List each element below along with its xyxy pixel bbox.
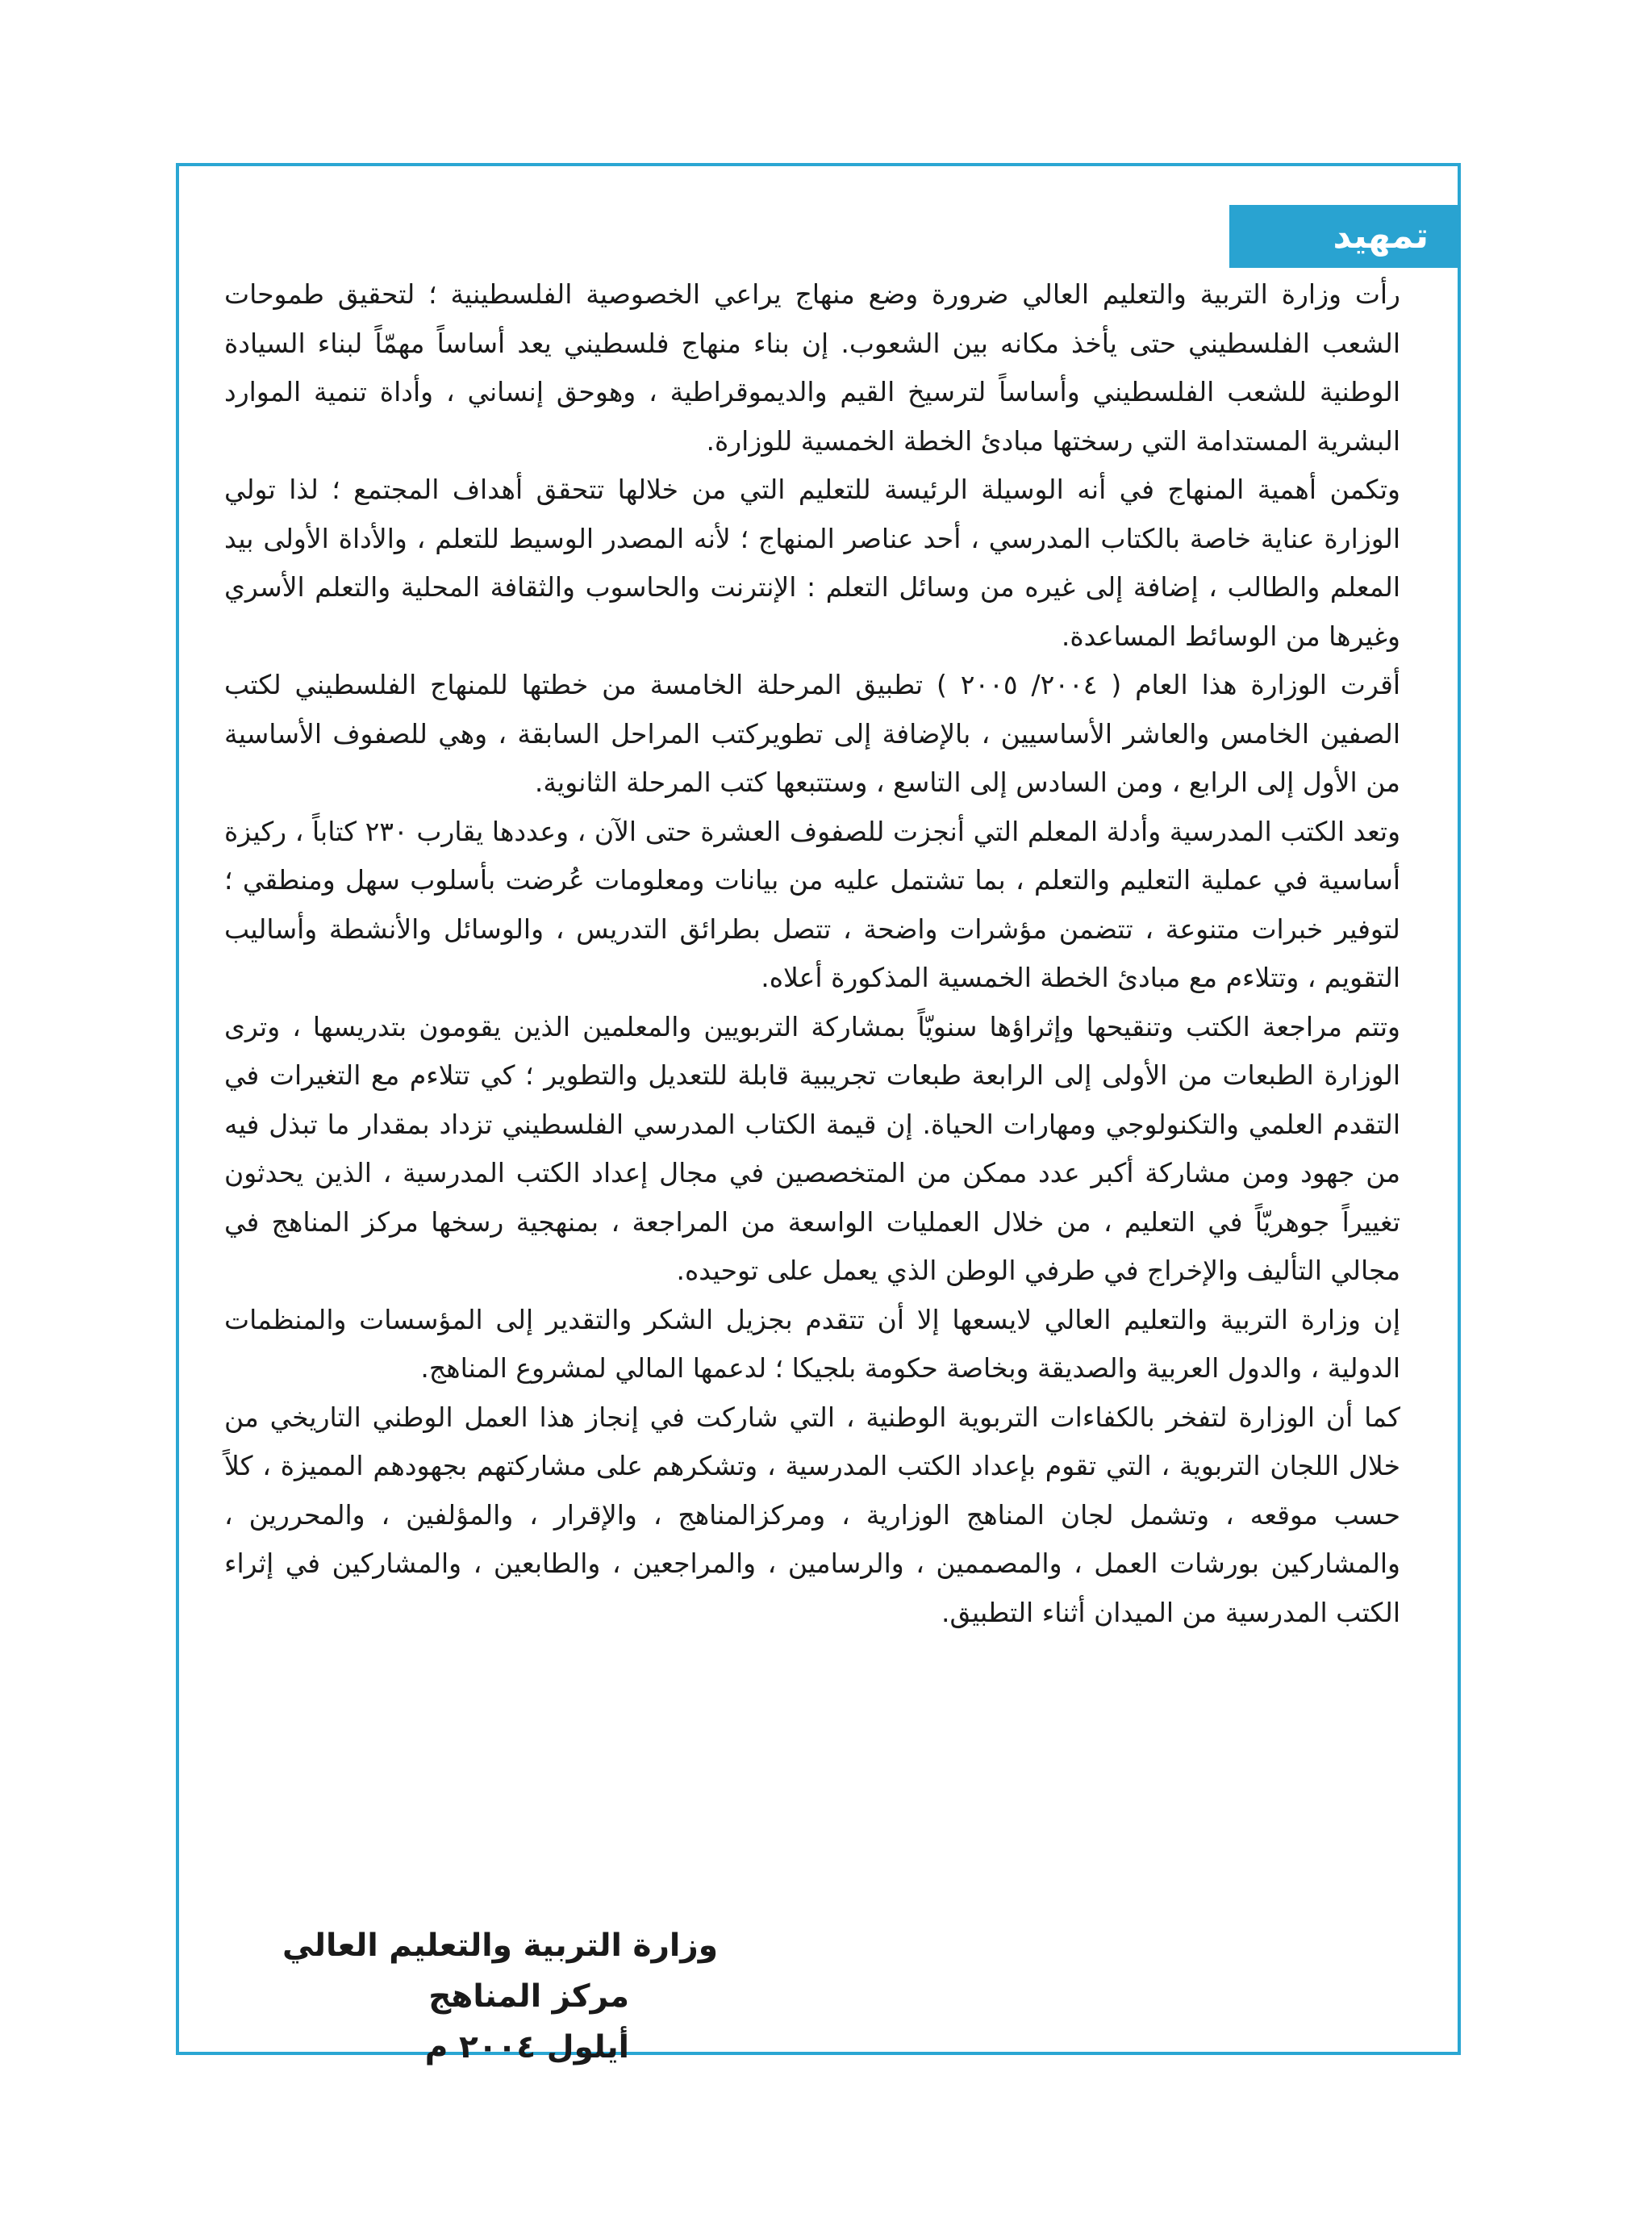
paragraph-7: كما أن الوزارة لتفخر بالكفاءات التربوية الوطنية ، التي شاركت في إنجاز هذا العمل الوطني التاريخي من خلال اللجان التربوية ، التي تقوم بإعداد الكتب المدرسية ، وتشكرهم على مشاركتهم بجهودهم المميزة ، كلاً حسب موقعه ، وتشمل لجان المناهج الوزارية ، ومركزالمناهج ، والإقرار ، والمؤلفين ، والمحررين ، والمشاركين بورشات العمل ، والمصممين ، والرسامين ، والمراجعين ، والطابعين ، والمشاركين في إثراء الكتب المدرسية من الميدان أثناء التطبيق. <box>224 1401 1400 1628</box>
preface-body <box>224 270 1400 1637</box>
paragraph-1: رأت وزارة التربية والتعليم العالي ضرورة وضع منهاج يراعي الخصوصية الفلسطينية ؛ لتحقيق طموحات الشعب الفلسطيني حتى يأخذ مكانه بين الشعوب. إن بناء منهاج فلسطيني يعد أساساً مهمّاً لبناء السيادة الوطنية للشعب الفلسطيني وأساساً لترسيخ القيم والديموقراطية ، وهوحق إنساني ، وأداة تنمية الموارد البشرية المستدامة التي رسختها مبادئ الخطة الخمسية للوزارة. <box>224 278 1400 457</box>
paragraph-3: أقرت الوزارة هذا العام ( ٢٠٠٤/ ٢٠٠٥ ) تطبيق المرحلة الخامسة من خطتها للمنهاج الفلسطيني لكتب الصفين الخامس والعاشر الأساسيين ، بالإضافة إلى تطويركتب المراحل السابقة ، وهي للصفوف الأساسية من الأول إلى الرابع ، ومن السادس إلى التاسع ، وستتبعها كتب المرحلة الثانوية. <box>224 669 1401 798</box>
signature-ministry: وزارة التربية والتعليم العالي <box>282 1928 718 1964</box>
paragraph-6: إن وزارة التربية والتعليم العالي لايسعها إلا أن تتقدم بجزيل الشكر والتقدير إلى المؤسسات والمنظمات الدولية ، والدول العربية والصديقة وبخاصة حكومة بلجيكا ؛ لدعمها المالي لمشروع المناهج. <box>224 1303 1400 1384</box>
paragraph-4: وتعد الكتب المدرسية وأدلة المعلم التي أنجزت للصفوف العشرة حتى الآن ، وعددها يقارب ٢٣٠ كتاباً ، ركيزة أساسية في عملية التعليم والتعلم ، بما تشتمل عليه من بيانات ومعلومات عُرضت بأسلوب سهل ومنطقي ؛ لتوفير خبرات متنوعة ، تتضمن مؤشرات واضحة ، تتصل بطرائق التدريس ، والوسائل والأنشطة وأساليب التقويم ، وتتلاءم مع مبادئ الخطة الخمسية المذكورة أعلاه. <box>224 815 1401 993</box>
paragraph-5: وتتم مراجعة الكتب وتنقيحها وإثراؤها سنويّاً بمشاركة التربويين والمعلمين الذين يقومون بتدريسها ، وترى الوزارة الطبعات من الأولى إلى الرابعة طبعات تجريبية قابلة للتعديل والتطوير ؛ كي تتلاءم مع التغيرات في التقدم العلمي والتكنولوجي ومهارات الحياة. إن قيمة الكتاب المدرسي الفلسطيني تزداد بمقدار ما تبذل فيه من جهود ومن مشاركة أكبر عدد ممكن من المتخصصين في مجال إعداد الكتب المدرسية ، الذين يحدثون تغييراً جوهريّاً في التعليم ، من خلال العمليات الواسعة من المراجعة ، بمنهجية رسخها مركز المناهج في مجالي التأليف والإخراج في طرفي الوطن الذي يعمل على توحيده. <box>224 1010 1400 1286</box>
signature-date: أيلول ٢٠٠٤ م <box>424 2029 629 2066</box>
page-title: تمهيد <box>1229 205 1461 268</box>
paragraph-2: وتكمن أهمية المنهاج في أنه الوسيلة الرئيسة للتعليم التي من خلالها تتحقق أهداف المجتمع ؛ لذا تولي الوزارة عناية خاصة بالكتاب المدرسي ، أحد عناصر المنهاج ؛ لأنه المصدر الوسيط للتعلم ، والأداة الأولى بيد المعلم والطالب ، إضافة إلى غيره من وسائل التعلم : الإنترنت والحاسوب والثقافة المحلية والتعلم الأسري وغيرها من الوسائط المساعدة. <box>224 474 1400 652</box>
signature-block <box>218 1920 718 2074</box>
signature-center: مركز المناهج <box>428 1978 629 2015</box>
